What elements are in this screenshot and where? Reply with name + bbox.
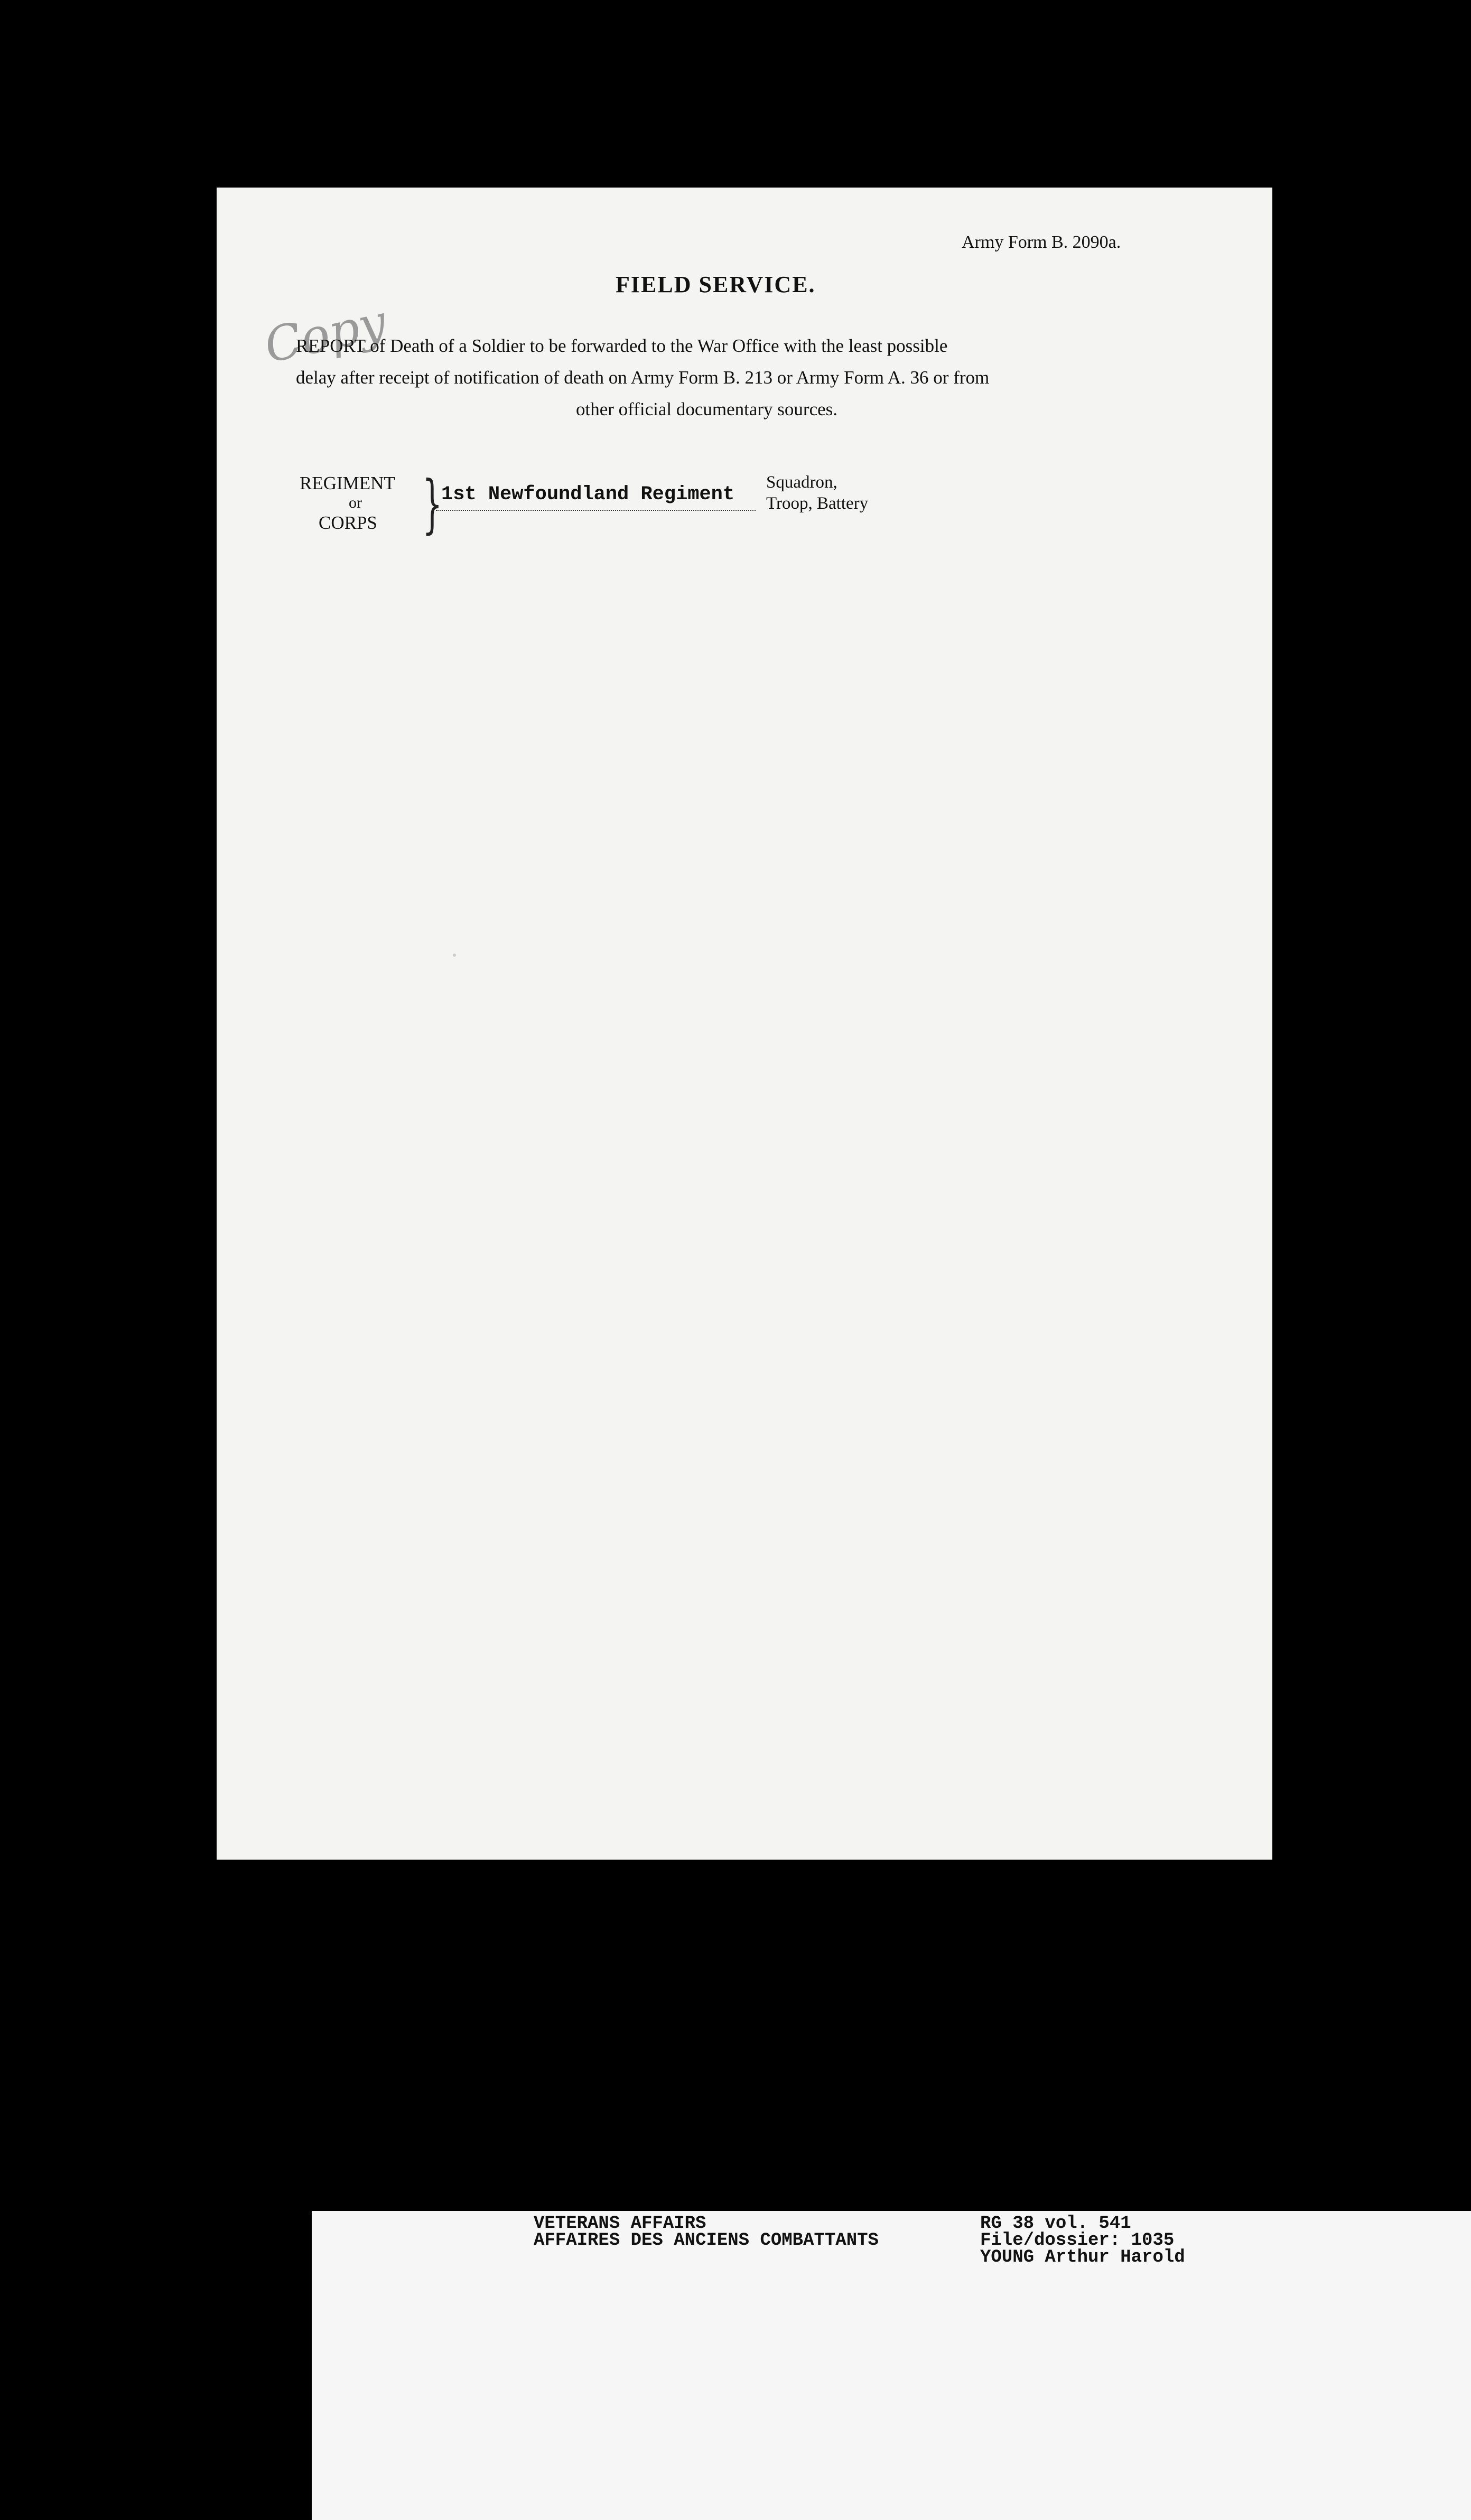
form-number: Army Form B. 2090a. [962,232,1121,252]
archive-label [312,2211,1471,2520]
form-title: FIELD SERVICE. [616,272,816,297]
or-label: or [349,494,362,511]
archive-right-line-2: File/dossier: 1035 [980,2230,1175,2251]
margin-note: Copy [259,294,391,374]
scan-speck [453,954,456,957]
field-service-form [217,188,1272,2267]
regiment-value: 1st Newfoundland Regiment [441,483,735,506]
archive-right-line-3: YOUNG Arthur Harold [980,2247,1185,2267]
corps-label: CORPS [319,512,377,533]
regiment-label: REGIMENT [300,473,395,493]
intro-line-3: other official documentary sources. [576,399,838,419]
brace-left: } [422,468,443,541]
archive-left-line-1: VETERANS AFFAIRS [534,2214,706,2234]
regiment-line [436,510,756,511]
archive-left-line-2: AFFAIRES DES ANCIENS COMBATTANTS [534,2230,879,2251]
troop-label: Troop, Battery [766,494,869,513]
archive-right-line-1: RG 38 vol. 541 [980,2214,1131,2234]
intro-line-2: delay after receipt of notification of death on Army Form B. 213 or Army Form A. 36 or from [296,367,990,388]
intro-line-1: REPORT of Death of a Soldier to be forwarded to the War Office with the least possible [296,335,948,356]
squadron-label: Squadron, [766,473,837,492]
